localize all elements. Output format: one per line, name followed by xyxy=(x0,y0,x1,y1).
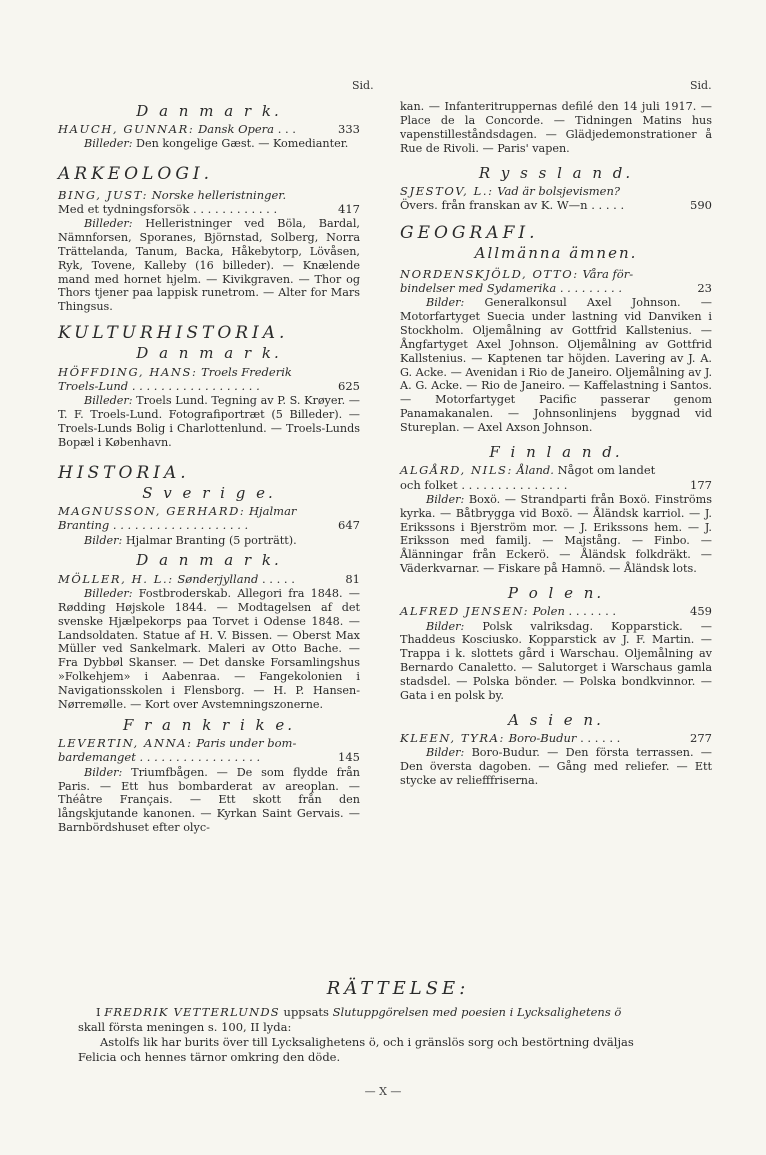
desc-label: Bilder: xyxy=(84,765,123,779)
entry-title-cont: Branting . . . . . . . . . . . . . . . . . . . xyxy=(58,518,249,533)
entry-author: HAUCH, GUNNAR: xyxy=(58,122,195,137)
desc-text: Polsk valriksdag. Kopparstick. — Thaddeus Kosciusko. Kopparstick av J. F. Martin. — Trappa i k. slottets gård i Warschau. Oljemålning av Bernardo Canaletto. — Salutorget i Warschaus gamla stadsdel. — Polska bönder. — Polska bondkvinnor. — Gata i en polsk by. xyxy=(400,619,712,703)
section-heading: ARKEOLOGI. xyxy=(58,164,214,185)
entry-head xyxy=(400,731,712,745)
entry-title-cont: bardemanget . . . . . . . . . . . . . . . . . xyxy=(58,750,261,765)
entry-page: 23 xyxy=(697,280,712,295)
entry-title-cont: Troels-Lund . . . . . . . . . . . . . . . . . . xyxy=(58,378,260,393)
country-heading: F r a n k r i k e. xyxy=(122,715,296,734)
entry-algard xyxy=(400,463,712,576)
errata-line: Felicia och hennes tärnor omkring den döde. xyxy=(78,1050,341,1064)
entry-head xyxy=(58,572,360,586)
entry-title: Troels Frederik xyxy=(201,364,292,379)
errata-mid: uppsats xyxy=(283,1005,329,1019)
desc-label: Bilder: xyxy=(426,619,465,633)
entry-head xyxy=(58,504,360,532)
errata-prefix: I xyxy=(96,1005,101,1019)
entry-author: LEVERTIN, ANNA: xyxy=(58,736,193,751)
country-heading: D a n m a r k. xyxy=(136,102,282,120)
entry-bing xyxy=(58,188,360,315)
desc-label: Bilder: xyxy=(426,746,465,760)
errata-body xyxy=(78,1005,718,1065)
entry-title: Hjalmar xyxy=(249,504,297,519)
entry-hoffding xyxy=(58,365,360,450)
sid-label-left: Sid. xyxy=(352,79,374,92)
desc-text: Den kongelige Gæst. — Komedianter. xyxy=(136,137,349,151)
entry-desc xyxy=(400,493,712,576)
entry-desc xyxy=(58,587,360,712)
page-folio: — X — xyxy=(364,1085,402,1098)
entry-jensen xyxy=(400,604,712,703)
errata-line xyxy=(78,1005,718,1020)
errata-title: RÄTTELSE: xyxy=(326,978,470,999)
entry-title: Våra för- xyxy=(582,266,634,281)
entry-title: Paris under bom- xyxy=(196,736,297,751)
country-heading: D a n m a r k. xyxy=(136,344,282,363)
entry-author: ALGÅRD, NILS: xyxy=(400,463,514,478)
continued-text: kan. — Infanteritruppernas defilé den 14 juli 1917. — Place de la Concorde. — Tidningen Matins hus vapenstilleståndsdagen. — Glädjedemonstrationer å Rue de Rivoli. — Paris' vapen. xyxy=(400,100,712,155)
country-heading: F i n l a n d. xyxy=(489,443,623,462)
entry-head xyxy=(400,463,712,491)
desc-text: Boro-Budur. — Den första terrassen. — Den översta dagoben. — Gång med reliefer. — Ett stycke av reliefffriserna. xyxy=(400,746,712,788)
subsection-heading: Allmänna ämnen. xyxy=(474,244,638,263)
entry-title: Boro-Budur xyxy=(508,731,577,746)
entry-dots: . . . . . . . xyxy=(568,604,617,619)
section-heading: KULTURHISTORIA. xyxy=(58,323,289,344)
entry-page: 459 xyxy=(690,604,712,619)
desc-text: Triumfbågen. — De som flydde från Paris. — Ett hus bombarderat av areoplan. — Théâtre Français. — Ett skott från den långskjutande kanonen. — Kyrkan Saint Gervais. — Barnbördshuset efter olyc- xyxy=(58,765,360,835)
country-heading: R y s s l a n d. xyxy=(478,163,634,182)
entry-desc xyxy=(400,620,712,703)
desc-label: Billeder: xyxy=(84,216,133,230)
entry-levertin xyxy=(58,736,360,835)
entry-page: 145 xyxy=(338,750,360,765)
entry-desc xyxy=(58,766,360,836)
entry-title: Sønderjylland xyxy=(177,571,259,586)
country-heading: S v e r i g e. xyxy=(142,483,276,502)
country-heading: A s i e n. xyxy=(508,711,604,729)
entry-title: Åland. xyxy=(516,463,554,478)
desc-label: Bilder: xyxy=(426,296,465,310)
errata-author: FREDRIK VETTERLUNDS xyxy=(104,1005,280,1019)
entry-page: 333 xyxy=(338,122,360,137)
entry-author: SJESTOV, L.: xyxy=(400,183,494,198)
entry-desc xyxy=(58,534,360,548)
desc-text: Generalkonsul Axel Johnson. — Motorfartyget Suecia under lastning vid Danviken i Stockholm. Oljemålning av Gottfrid Kallstenius. — Ångfartyget Axel Johnson. Oljemålning av Gottfrid Kallstenius. — Kaptenen tar höjden. Lavering av J. A. G. Acke. — Avenidan i Rio de Janeiro. Oljemålning av J. A. G. Acke. — Rio de Janeiro. — Kaffelastning i Santos. — Motorfartyget Pacific passerar genom Panamakanalen. — Johnsonlinjens byggnad vid Stureplan. — Axel Axson Johnson. xyxy=(400,296,712,435)
entry-head xyxy=(400,604,712,618)
entry-sjestov xyxy=(400,184,712,212)
errata-line: Astolfs lik har burits över till Lycksalighetens ö, och i gränslös sorg och bestörtning dväljas xyxy=(100,1035,634,1049)
entry-desc xyxy=(400,746,712,788)
entry-head xyxy=(400,184,712,212)
section-heading: GEOGRAFI. xyxy=(400,223,539,244)
entry-subtitle: Övers. från franskan av K. W—n . . . . . xyxy=(400,198,625,213)
entry-head xyxy=(58,736,360,764)
entry-head xyxy=(400,267,712,295)
desc-label: Billeder: xyxy=(84,394,133,408)
entry-page: 277 xyxy=(690,731,712,746)
entry-page: 647 xyxy=(338,518,360,533)
entry-title: Vad är bolsjevismen? xyxy=(497,183,621,198)
entry-subtitle: Med et tydningsforsök . . . . . . . . . . . . xyxy=(58,201,278,216)
right-column xyxy=(400,74,712,794)
entry-title: Dansk Opera xyxy=(198,122,275,137)
entry-author: MÖLLER, H. L.: xyxy=(58,571,174,586)
errata-line: skall första meningen s. 100, II lyda: xyxy=(78,1020,292,1034)
entry-title-rest: Något om landet och folket . . . . . . . . . . . . . . . xyxy=(400,463,656,492)
entry-head xyxy=(58,122,360,136)
entry-page: 625 xyxy=(338,378,360,393)
entry-desc xyxy=(400,296,712,435)
desc-label: Bilder: xyxy=(426,492,465,506)
desc-text: Fostbroderskab. Allegori fra 1848. — Rødding Højskole 1844. — Modtagelsen af det svenske Hjælpekorps paa Torvet i Odense 1848. — Landsoldaten. Statue af H. V. Bissen. — Oberst Max Müller ved Sankelmark. Maleri av Otto Bache. — Fra Dybbøl Skanser. — Det danske Forsamlingshus »Folkehjem» i Aabenraa. — Fangekolonien i Navigationsskolen i Flensborg. — H. P. Hansen-Nørremølle. — Kort over Avstemningszonerne. xyxy=(58,586,360,712)
entry-dots: . . . . . . xyxy=(580,731,621,746)
entry-desc xyxy=(58,394,360,450)
entry-author: BING, JUST: xyxy=(58,187,149,202)
entry-magnusson xyxy=(58,504,360,547)
entry-nordenskjold xyxy=(400,267,712,435)
entry-author: KLEEN, TYRA: xyxy=(400,731,505,746)
entry-page: 177 xyxy=(690,477,712,492)
entry-page: 590 xyxy=(690,198,712,213)
entry-author: NORDENSKJÖLD, OTTO: xyxy=(400,266,579,281)
entry-author: MAGNUSSON, GERHARD: xyxy=(58,504,246,519)
desc-label: Billeder: xyxy=(84,137,133,151)
desc-label: Billeder: xyxy=(84,586,133,600)
sid-label-right: Sid. xyxy=(690,79,712,92)
entry-page: 417 xyxy=(338,201,360,216)
country-heading: D a n m a r k. xyxy=(136,551,282,570)
errata-block xyxy=(78,978,718,1065)
desc-text: Hjalmar Branting (5 porträtt). xyxy=(125,533,297,547)
country-heading: P o l e n. xyxy=(507,584,605,603)
entry-desc xyxy=(58,217,360,314)
entry-title: Polen xyxy=(532,604,565,619)
entry-author: ALFRED JENSEN: xyxy=(400,604,530,619)
left-column xyxy=(58,74,360,841)
desc-text: Troels Lund. Tegning av P. S. Krøyer. — T. F. Troels-Lund. Fotografiportræt (5 Billeder). — Troels-Lunds Bolig i Charlottenlund. — Troels-Lunds Bopæl i København. xyxy=(58,394,360,449)
entry-page: 81 xyxy=(345,571,360,586)
entry-title: Norske helleristninger. xyxy=(151,187,287,202)
entry-head xyxy=(58,188,360,216)
entry-head xyxy=(58,365,360,393)
entry-dots: . . . . . xyxy=(261,571,295,586)
desc-label: Bilder: xyxy=(84,533,123,547)
desc-text: Helleristninger ved Böla, Bardal, Nämnforsen, Sporanes, Björnstad, Solberg, Norra Trättelanda, Tanum, Backa, Håkebytorp, Lövåsen, Ryk, Tovene, Kalleby (16 billeder). — Knælende mand med hornet hjelm. — Kivikgraven. — Thor og Thors tjener paa lappisk runetrom. — Alter for Mars Thingsus. xyxy=(58,216,360,314)
entry-hauch xyxy=(58,122,360,151)
entry-dots: . . . xyxy=(277,122,296,137)
desc-text: Boxö. — Strandparti från Boxö. Finströms kyrka. — Båtbrygga vid Boxö. — Åländsk karriol. — J. Erikssons i Bjerström mor. — J. Erikssons hem. — J. Eriksson med familj. — Majstång. — Finbo. — Ålänningar från Eckerö. — Åländsk folkdräkt. — Väderkvarnar. — Fiskare på Hamnö. — Åländsk lots. xyxy=(400,492,712,576)
section-heading: HISTORIA. xyxy=(58,462,190,483)
entry-kleen xyxy=(400,731,712,788)
entry-moller xyxy=(58,572,360,712)
entry-desc xyxy=(58,137,360,151)
entry-title-cont: bindelser med Sydamerika . . . . . . . . . xyxy=(400,280,622,295)
entry-author: HÖFFDING, HANS: xyxy=(58,364,198,379)
errata-work-title: Slutuppgörelsen med poesien i Lycksalighetens ö xyxy=(332,1005,622,1019)
